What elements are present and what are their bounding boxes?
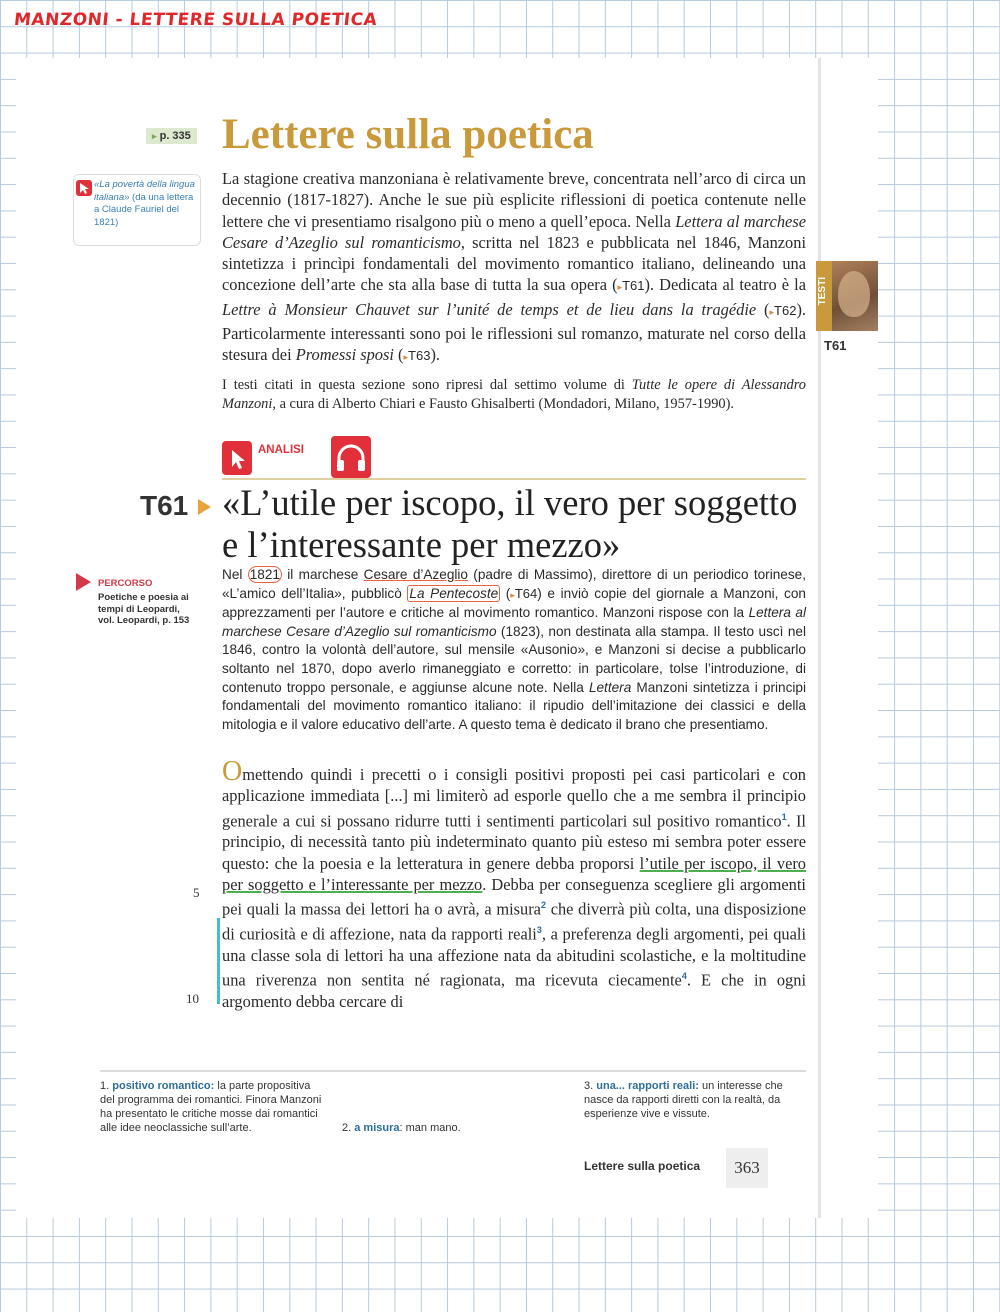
footnote-text: : man mano. — [399, 1122, 461, 1134]
testi-label: TESTI — [817, 277, 828, 306]
analysis-button[interactable] — [222, 441, 252, 475]
page-number: 363 — [734, 1158, 760, 1177]
passage-text — [222, 756, 807, 1012]
text-reference-link[interactable]: T63 — [408, 348, 431, 364]
footnote-keyword: una... rapporti reali: — [596, 1080, 699, 1092]
arrow-icon: ▸ — [617, 282, 623, 293]
work-title: Lettera al marchese Cesare d’Azeglio sul romanticismo — [222, 605, 806, 639]
page-number-box — [726, 1148, 768, 1188]
lead-text: (1823), non destinata alla stampa. Il testo uscì nel 1846, contro la volontà dell’autore, sul mensile «Ausonio», e Manzoni si decise a pubblicarlo soltanto nel 1870, dopo averlo rimaneggiato e corretto: in particolare, tolse l’introduzione, di contenuto troppo personale, e aggiunse alcune note. Nella — [222, 623, 806, 695]
testi-tab — [816, 261, 832, 331]
handwritten-header: MANZONI - LETTERE SULLA POETICA — [12, 10, 379, 30]
intro-text: ( — [756, 299, 770, 319]
margin-highlight-mark — [217, 918, 220, 1004]
work-title: Lettera — [588, 679, 632, 695]
footnote-marker[interactable]: 3 — [536, 925, 542, 936]
lead-text: ) e inviò copie del giornale a Manzoni, con apprezzamenti per l’autore e critiche al movimento romantico. Manzoni rispose con la — [222, 585, 806, 621]
passage-segment: , a preferenza degli argomenti, pei quali una classe sola di lettori ha una affezione nata da abitudini scolastiche, e la moltitudine una riverenza non sentita né ragionata, ma ricevuta ciecamente — [222, 924, 807, 990]
work-title: Lettera al marchese Cesare d’Azeglio sul romanticismo — [222, 211, 806, 252]
divider — [222, 478, 806, 480]
portrait-image — [838, 271, 870, 317]
cursor-icon — [76, 180, 92, 196]
boxed-annotation: La Pentecoste — [409, 585, 499, 601]
work-title: Promessi sposi — [295, 345, 394, 365]
line-number: 5 — [193, 885, 200, 900]
passage-segment: . Debba per conseguenza scegliere gli argomenti pei quali la massa dei lettori ha o avrà, a misura — [222, 874, 806, 919]
footnote-divider — [100, 1070, 806, 1072]
footnote-number: 2. — [342, 1122, 352, 1134]
work-title: Tutte le opere di Alessandro Manzoni — [222, 377, 806, 413]
intro-text: ( — [393, 345, 404, 365]
work-title: Lettre à Monsieur Chauvet sur l’unité de temps et de lieu dans la tragédie — [222, 299, 757, 319]
passage-segment: mettendo quindi i precetti o i consigli positivi proposti pei casi particolari e con applicazione immediata [...] mi limiterò ad esporle quello che a me sembra il principio generale a cui si possano ridurre tutti i sentimenti particolari sul positivo romantico — [222, 765, 806, 831]
underlined-annotation: l’utile per iscopo, il vero per soggetto e l’interessante per mezzo — [222, 853, 806, 894]
footnote-marker[interactable]: 4 — [681, 971, 687, 982]
arrow-icon: ▸ — [152, 131, 157, 141]
intro-text: ). — [430, 345, 440, 365]
lead-text: il marchese — [281, 567, 364, 582]
arrow-icon: ▸ — [769, 306, 775, 317]
text-introduction — [222, 566, 806, 734]
percorso-text: Poetiche e poesia ai tempi di Leopardi, vol. Leopardi, p. 153 — [98, 592, 190, 626]
footnote-number: 1. — [100, 1080, 110, 1092]
lead-text: (padre di Massimo), direttore di un periodico torinese, «L’amico dell’Italia», pubblicò — [222, 567, 806, 601]
drop-cap: O — [222, 756, 243, 787]
footnote-1 — [100, 1079, 326, 1149]
footnote-text: la parte propositiva del programma dei romantici. Finora Manzoni ha presentato le critiche mosse dai romantici alle idee neoclassiche sull’arte. — [100, 1080, 322, 1134]
footnote-text: un interesse che nasce da rapporti diretti con la realtà, da esperienze vive e vissute. — [584, 1080, 783, 1120]
footnote-marker[interactable]: 2 — [540, 900, 546, 911]
triangle-flag-icon — [76, 573, 91, 591]
side-note-title: «La povertà della lingua italiana» — [94, 179, 195, 203]
footnote-3 — [584, 1079, 806, 1121]
book-page — [16, 58, 878, 1218]
section-title: Lettere sulla poetica — [222, 111, 594, 158]
lead-text: Nel — [222, 567, 248, 582]
footnote-keyword: positivo romantico: — [112, 1080, 215, 1092]
cursor-icon — [222, 441, 252, 475]
triangle-arrow-icon — [198, 499, 211, 515]
text-reference-link[interactable]: T64 — [514, 585, 538, 601]
side-note-detail: (da una lettera a Claude Fauriel del 1821) — [94, 191, 194, 228]
intro-text: ). Particolarmente interessanti sono poi le riflessioni sul romanzo, maturate nel corso della stesura dei — [222, 299, 806, 365]
passage-segment: . E che in ogni argomento debba cercare di — [222, 970, 806, 1011]
intro-text: , scritta nel 1823 e pubblicata nel 1846, Manzoni sintetizza i princìpi fondamentali del movimento romantico italiano, delineando una concezione dell’arte che sta alla base di tutta la sua opera ( — [222, 232, 806, 295]
arrow-icon: ▸ — [403, 352, 409, 363]
footnote-2 — [342, 1121, 568, 1135]
running-footer: Lettere sulla poetica — [584, 1159, 701, 1173]
percorso-label: PERCORSO — [98, 578, 153, 589]
text-code: T61 — [140, 490, 189, 521]
passage-segment: . Il principio, di necessità tanto più indeterminato quanto più esteso mi sembra poter essere questo: che la poesia e la letteratura in genere debba proporsi — [222, 811, 806, 873]
intro-text: ). Dedicata al teatro è la — [644, 275, 806, 295]
lead-text: ( — [500, 585, 511, 601]
testi-thumbnail[interactable] — [816, 261, 878, 331]
text-reference-link[interactable]: T62 — [774, 302, 797, 318]
analysis-label: ANALISI — [258, 444, 304, 456]
line-number: 10 — [186, 991, 199, 1006]
source-note-text: I testi citati in questa sezione sono ripresi dal settimo volume di — [222, 377, 632, 393]
passage-segment: che diverrà più colta, una disposizione di curiosità e di affezione, nata da rapporti reali — [222, 899, 806, 944]
lead-text: Manzoni sintetizza i principi fondamentali del movimento romantico italiano: il ripudio dell’imitazione dei classici e della mitologia e il valore educativo dell’arte. A questo tema è dedicato il brano che presentiamo. — [222, 679, 806, 732]
page-reference: p. 335 — [159, 130, 191, 142]
intro-text: La stagione creativa manzoniana è relativamente breve, concentrata nell’arco di circa un decennio (1817-1827). Anche le sue più esplicite riflessioni di poetica contenute nelle lettere che vi presentiamo risalgono più o meno a quell’epoca. Nella — [222, 169, 806, 231]
footnote-keyword: a misura — [354, 1122, 400, 1134]
circled-annotation: 1821 — [249, 567, 280, 582]
testi-code: T61 — [824, 338, 847, 353]
underlined-annotation: Cesare d’Azeglio — [363, 567, 468, 582]
source-note — [222, 376, 806, 415]
arrow-icon: ▸ — [510, 589, 515, 600]
footnote-number: 3. — [584, 1080, 594, 1092]
audio-button[interactable] — [331, 436, 371, 478]
page-reference-tag[interactable] — [146, 128, 197, 144]
intro-paragraph — [222, 168, 806, 369]
source-note-text: , a cura di Alberto Chiari e Fausto Ghisalberti (Mondadori, Milano, 1957-1990). — [272, 396, 734, 413]
side-note[interactable] — [73, 174, 201, 246]
page-edge-rule — [818, 58, 821, 1218]
headphones-icon — [331, 436, 371, 478]
text-reference-link[interactable]: T61 — [622, 278, 645, 294]
footnote-marker[interactable]: 1 — [781, 811, 787, 822]
text-title: «L’utile per iscopo, il vero per soggetto e l’interessante per mezzo» — [222, 482, 798, 565]
